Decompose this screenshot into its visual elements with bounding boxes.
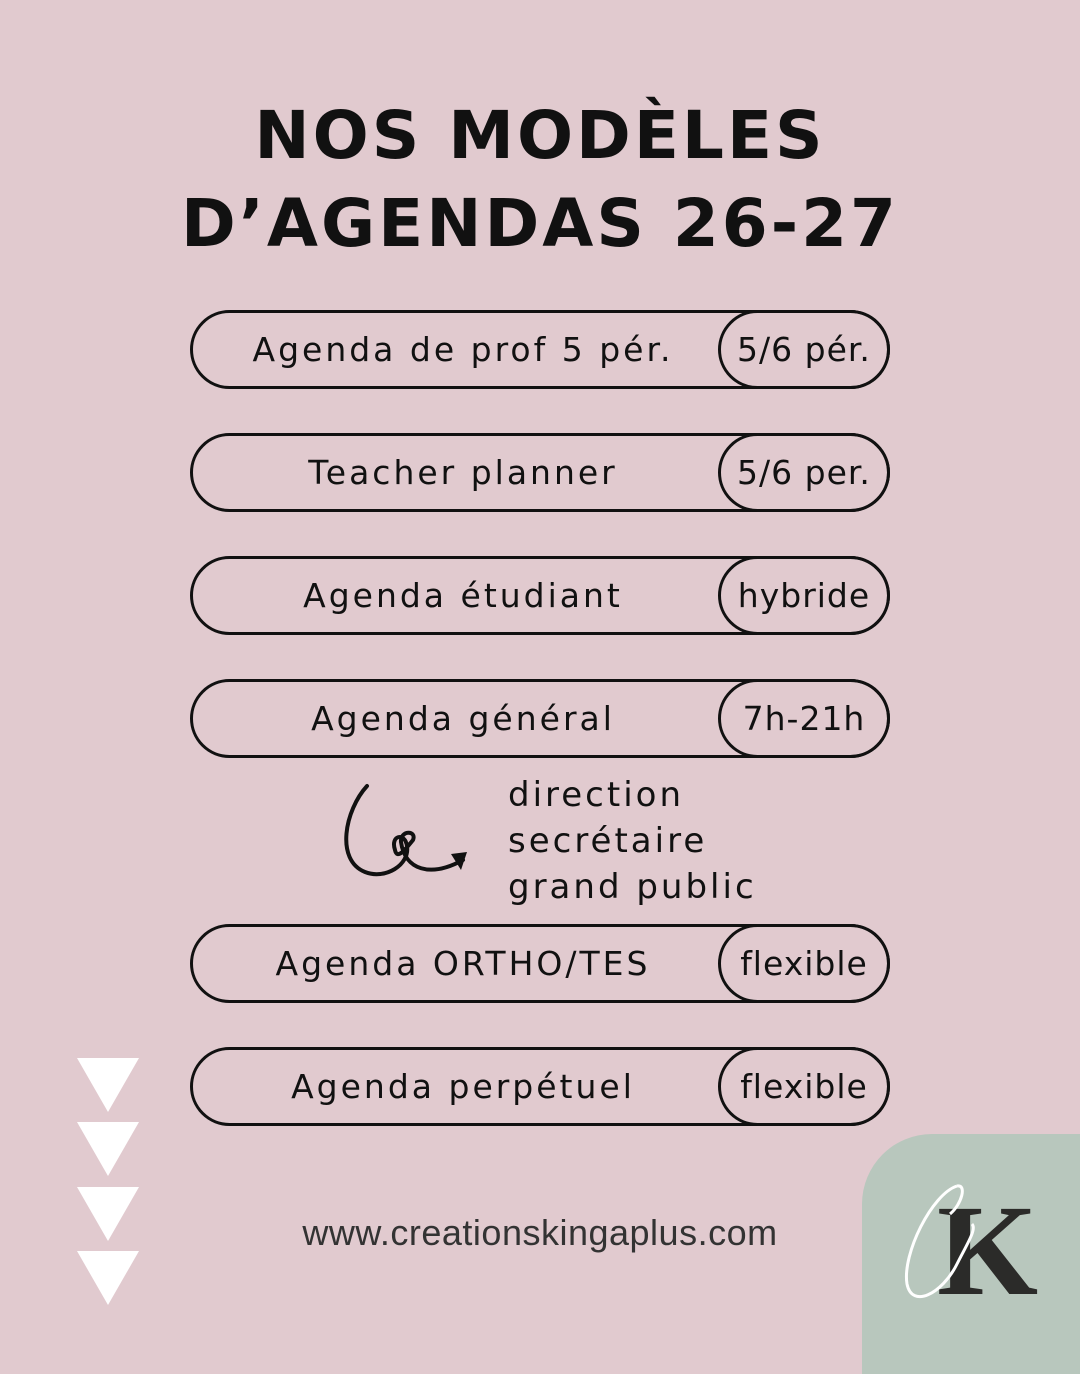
- model-tag: 5/6 pér.: [718, 310, 890, 389]
- page-title: [0, 92, 1080, 268]
- model-pill[interactable]: [190, 433, 890, 512]
- model-label: Agenda général: [311, 699, 615, 738]
- model-pill[interactable]: [190, 310, 890, 389]
- model-tag: 5/6 per.: [718, 433, 890, 512]
- title-line-1: NOS MODÈLES: [254, 97, 826, 174]
- heart-arrow-icon: [335, 780, 475, 890]
- triangle-down-icon: [77, 1251, 139, 1305]
- logo-k-icon: [862, 1134, 1080, 1354]
- website-link[interactable]: www.creationskingaplus.com: [302, 1212, 778, 1253]
- model-label: Agenda étudiant: [303, 576, 623, 615]
- title-line-2: D’AGENDAS 26-27: [181, 185, 899, 262]
- svg-text:K: K: [937, 1179, 1039, 1323]
- model-tag: flexible: [718, 924, 890, 1003]
- model-pill[interactable]: [190, 556, 890, 635]
- triangle-down-icon: [77, 1058, 139, 1112]
- brand-logo: [862, 1134, 1080, 1374]
- model-label: Agenda de prof 5 pér.: [252, 330, 674, 369]
- triangle-down-icon: [77, 1122, 139, 1176]
- audience-list: [508, 772, 757, 910]
- audience-item: secrétaire: [508, 821, 708, 861]
- model-tag: 7h-21h: [718, 679, 890, 758]
- audience-item: direction: [508, 775, 684, 815]
- model-label: Teacher planner: [308, 453, 618, 492]
- model-pill[interactable]: [190, 924, 890, 1003]
- model-label: Agenda perpétuel: [291, 1067, 635, 1106]
- model-tag: flexible: [718, 1047, 890, 1126]
- audience-item: grand public: [508, 867, 757, 907]
- model-label: Agenda ORTHO/TES: [275, 944, 651, 983]
- model-pill[interactable]: [190, 679, 890, 758]
- model-tag: hybride: [718, 556, 890, 635]
- model-pill[interactable]: [190, 1047, 890, 1126]
